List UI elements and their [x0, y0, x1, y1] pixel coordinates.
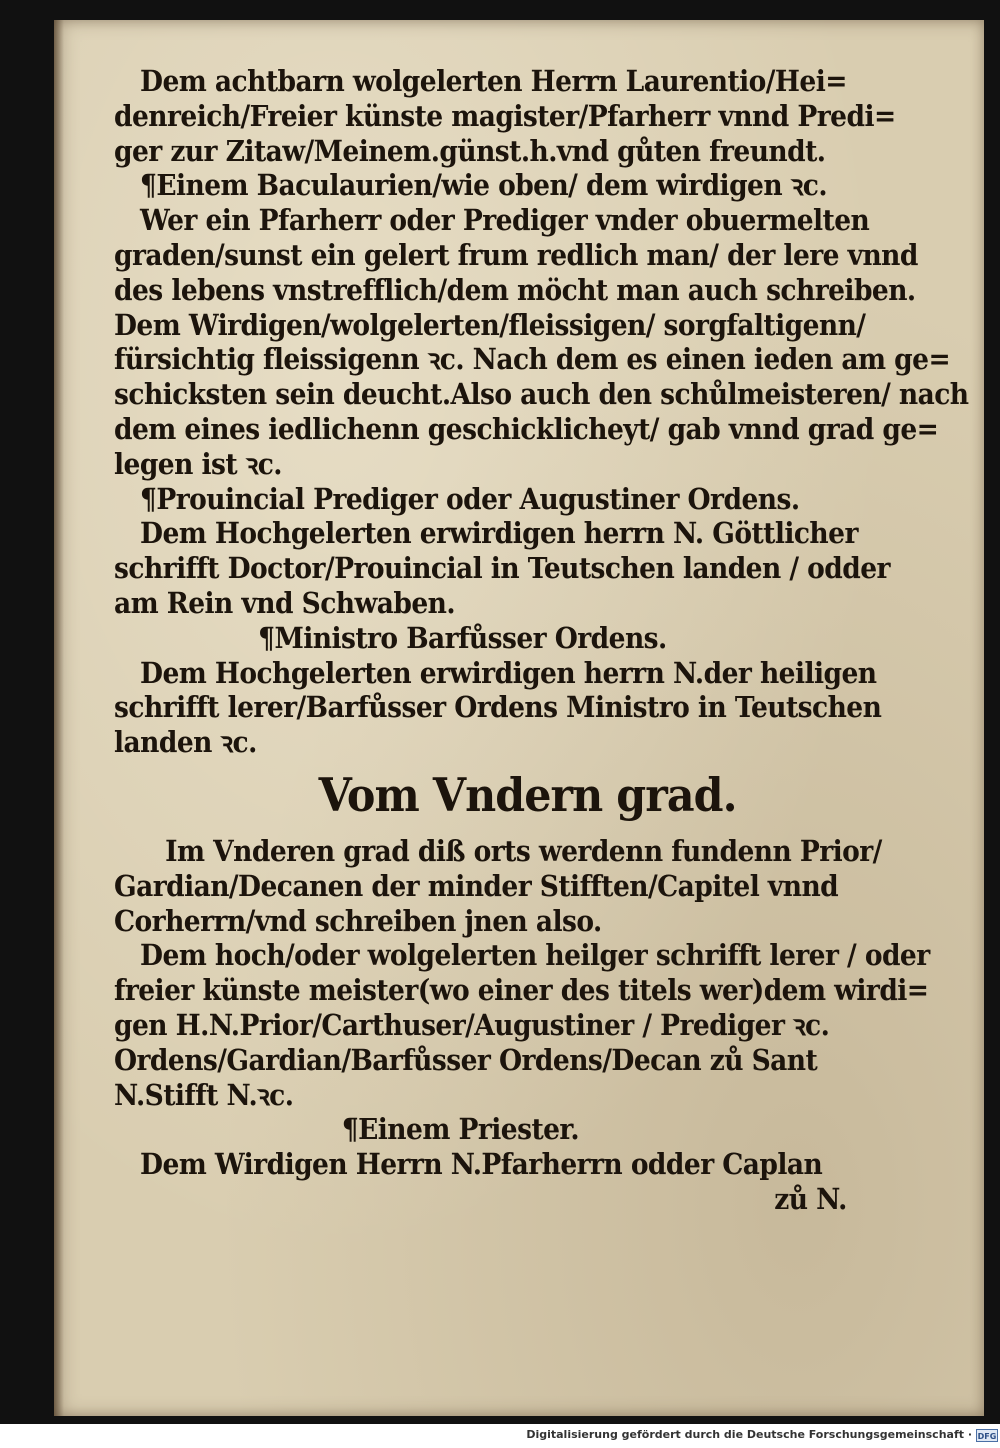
- text-line: legen ist ꝛc.: [114, 446, 282, 481]
- text-line: freier künste meister(wo einer des titels wer)dem wirdi=: [114, 973, 929, 1008]
- text-line: Dem achtbarn wolgelerten Herrn Laurentio/Hei=: [140, 64, 847, 98]
- page-text-block: [114, 64, 969, 1217]
- text-line: ger zur Zitaw/Meinem.günst.h.vnd gůten freundt.: [114, 133, 826, 168]
- text-line: landen ꝛc.: [114, 725, 257, 760]
- text-section-lower: [114, 833, 930, 1217]
- text-line: ¶Prouincial Prediger oder Augustiner Ordens.: [140, 481, 800, 516]
- text-line: Dem Hochgelerten erwirdigen herrn N. Göttlicher: [140, 516, 858, 551]
- book-page: [54, 20, 984, 1416]
- text-line: zů N.: [774, 1181, 847, 1216]
- text-line: ¶Einem Priester.: [341, 1112, 580, 1147]
- text-line: des lebens vnstrefflich/dem möcht man auch schreiben.: [114, 272, 916, 307]
- text-line: schicksten sein deucht.Also auch den schůlmeisteren/ nach: [114, 377, 969, 412]
- text-line: ¶Ministro Barfůsser Ordens.: [258, 620, 667, 655]
- section-heading: Vom Vndern grad.: [318, 767, 737, 822]
- text-line: Wer ein Pfarherr oder Prediger vnder obuermelten: [140, 203, 870, 238]
- text-line: Gardian/Decanen der minder Stifften/Capitel vnnd: [114, 868, 839, 903]
- footer-bar: [0, 1424, 1000, 1448]
- text-line: schrifft lerer/Barfůsser Ordens Ministro in Teutschen: [114, 690, 882, 725]
- text-line: Dem Wirdigen Herrn N.Pfarherrn odder Caplan: [140, 1147, 823, 1182]
- text-line: am Rein vnd Schwaben.: [114, 585, 456, 620]
- text-line: N.Stifft N.ꝛc.: [114, 1077, 294, 1112]
- text-line: Ordens/Gardian/Barfůsser Ordens/Decan zů Sant: [114, 1042, 818, 1077]
- text-line: Dem hoch/oder wolgelerten heilger schrifft lerer / oder: [140, 938, 930, 973]
- text-line: schrifft Doctor/Prouincial in Teutschen landen / odder: [114, 551, 890, 586]
- text-line: gen H.N.Prior/Carthuser/Augustiner / Prediger ꝛc.: [114, 1007, 830, 1042]
- text-line: denreich/Freier künste magister/Pfarherr vnnd Predi=: [114, 98, 896, 133]
- text-line: Im Vnderen grad diß orts werdenn fundenn Prior/: [165, 833, 882, 868]
- text-line: Corherrn/vnd schreiben jnen also.: [114, 903, 602, 938]
- dfg-logo-icon: DFG: [976, 1429, 998, 1442]
- text-line: Dem Wirdigen/wolgelerten/fleissigen/ sorgfaltigenn/: [114, 307, 866, 342]
- page-gutter-shadow: [54, 20, 64, 1416]
- text-line: ¶Einem Baculaurien/wie oben/ dem wirdigen ꝛc.: [140, 168, 827, 203]
- text-line: dem eines iedlichenn geschicklicheyt/ gab vnnd grad ge=: [114, 411, 939, 446]
- text-line: Dem Hochgelerten erwirdigen herrn N.der heiligen: [140, 655, 877, 690]
- text-line: fürsichtig fleissigenn ꝛc. Nach dem es einen ieden am ge=: [114, 342, 951, 377]
- text-section-upper: [114, 64, 969, 760]
- funding-credit: Digitalisierung gefördert durch die Deutsche Forschungsgemeinschaft ·: [526, 1428, 972, 1441]
- text-line: graden/sunst ein gelert frum redlich man/ der lere vnnd: [114, 237, 918, 272]
